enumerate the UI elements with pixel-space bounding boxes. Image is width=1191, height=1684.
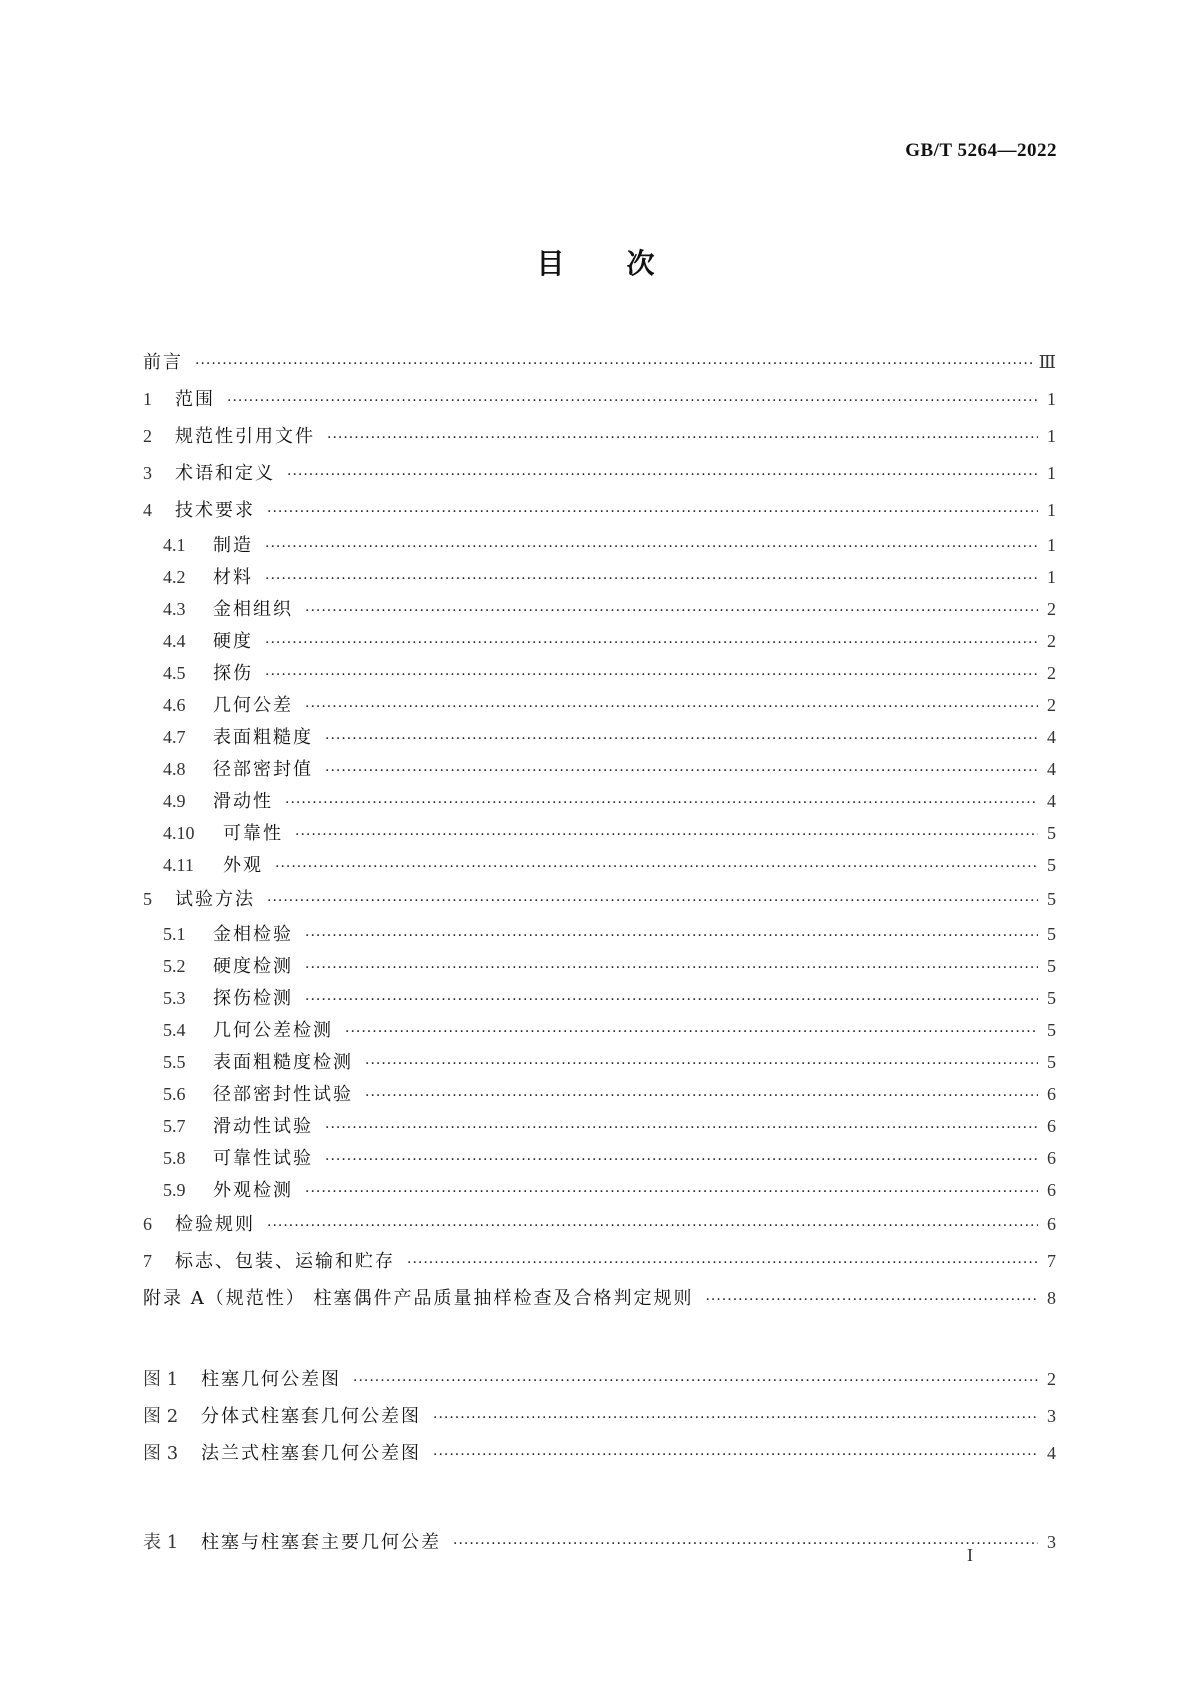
toc-entry-page: 1	[1047, 567, 1056, 587]
toc-entry[interactable]	[143, 1046, 1056, 1078]
toc-entry-label: 制造	[213, 535, 253, 556]
toc-entry-number: 表 1	[143, 1532, 179, 1553]
leader-dots	[453, 1526, 1038, 1563]
leader-dots	[287, 457, 1038, 494]
toc-entry-label: 径部密封值	[213, 759, 313, 780]
toc-entry[interactable]	[143, 1206, 1056, 1243]
toc-entry-label: 硬度检测	[213, 956, 293, 977]
toc-entry[interactable]	[143, 1398, 1056, 1435]
toc-entry-label: 标志、包装、运输和贮存	[175, 1251, 395, 1272]
toc-entry-number: 6	[143, 1214, 152, 1234]
toc-entry-page: 1	[1047, 463, 1056, 483]
toc-entry-number: 4	[143, 500, 152, 520]
leader-dots	[433, 1437, 1038, 1474]
leader-dots	[365, 1080, 1038, 1112]
toc-entry[interactable]	[143, 529, 1056, 561]
toc-entry-number: 4.1	[163, 535, 186, 555]
toc-entry[interactable]	[143, 455, 1056, 492]
toc-entry-page: 2	[1047, 663, 1056, 683]
page-title: 目次	[536, 247, 717, 280]
toc-entry-label: 分体式柱塞套几何公差图	[201, 1406, 421, 1427]
toc-entry-number: 4.9	[163, 791, 186, 811]
toc-entry[interactable]	[143, 1524, 1056, 1561]
leader-dots	[195, 346, 1033, 383]
toc-entry-number: 5.6	[163, 1084, 186, 1104]
toc-entry-number: 图 3	[143, 1443, 179, 1464]
toc-entry[interactable]	[143, 881, 1056, 918]
toc-entry[interactable]	[143, 950, 1056, 982]
toc-entry-label: 探伤检测	[213, 988, 293, 1009]
toc-entry-label: 柱塞几何公差图	[201, 1369, 341, 1390]
toc-entry-label: 前言	[143, 352, 183, 373]
toc-entry-label: 几何公差	[213, 695, 293, 716]
toc-entry-label: 法兰式柱塞套几何公差图	[201, 1443, 421, 1464]
toc-entry-page: 8	[1047, 1288, 1056, 1308]
leader-dots	[407, 1245, 1038, 1282]
table-of-contents	[143, 344, 1056, 1561]
leader-dots	[275, 851, 1038, 883]
toc-entry-page: 6	[1047, 1148, 1056, 1168]
toc-entry-number: 7	[143, 1251, 152, 1271]
leader-dots	[265, 627, 1038, 659]
toc-entry-page: 3	[1047, 1532, 1056, 1552]
toc-entry-number: 图 2	[143, 1406, 179, 1427]
toc-entry-page: 5	[1047, 956, 1056, 976]
leader-dots	[305, 984, 1038, 1016]
toc-entry-number: 4.10	[163, 823, 195, 843]
toc-entry-number: 4.4	[163, 631, 186, 651]
toc-entry[interactable]	[143, 625, 1056, 657]
standard-code: GB/T 5264—2022	[905, 140, 1057, 161]
toc-entry-number: 5.7	[163, 1116, 186, 1136]
toc-entry-label: 可靠性	[223, 823, 283, 844]
toc-entry[interactable]	[143, 689, 1056, 721]
toc-entry-label: 几何公差检测	[213, 1020, 333, 1041]
toc-entry-label: 表面粗糙度检测	[213, 1052, 353, 1073]
toc-entry-page: 4	[1047, 1443, 1056, 1463]
leader-dots	[433, 1400, 1038, 1437]
leader-dots	[285, 787, 1038, 819]
toc-entry-number: 4.8	[163, 759, 186, 779]
leader-dots	[265, 659, 1038, 691]
toc-entry-page: 2	[1047, 1369, 1056, 1389]
toc-entry-number: 5	[143, 889, 152, 909]
toc-entry-label: 外观检测	[213, 1180, 293, 1201]
leader-dots	[365, 1048, 1038, 1080]
toc-entry[interactable]	[143, 1174, 1056, 1206]
toc-entry[interactable]	[143, 1280, 1056, 1317]
toc-entry-label: 可靠性试验	[213, 1148, 313, 1169]
toc-entry[interactable]	[143, 918, 1056, 950]
toc-entry-page: 1	[1047, 389, 1056, 409]
toc-entry-label: 表面粗糙度	[213, 727, 313, 748]
leader-dots	[265, 563, 1038, 595]
toc-entry-label: 金相组织	[213, 599, 293, 620]
toc-entry-page: 4	[1047, 727, 1056, 747]
toc-entry[interactable]	[143, 785, 1056, 817]
toc-entry-page: 5	[1047, 889, 1056, 909]
toc-entry-number: 5.1	[163, 924, 186, 944]
toc-entry[interactable]	[143, 381, 1056, 418]
toc-entry[interactable]	[143, 1014, 1056, 1046]
toc-entry-label: 金相检验	[213, 924, 293, 945]
toc-entry[interactable]	[143, 817, 1056, 849]
toc-entry-number: 4.3	[163, 599, 186, 619]
toc-entry[interactable]	[143, 593, 1056, 625]
toc-entry-number: 5.3	[163, 988, 186, 1008]
toc-entry-page: 6	[1047, 1180, 1056, 1200]
leader-dots	[295, 819, 1038, 851]
toc-entry-label: 检验规则	[175, 1214, 255, 1235]
toc-entry[interactable]	[143, 1243, 1056, 1280]
toc-entry-page: 4	[1047, 759, 1056, 779]
toc-entry-page: 5	[1047, 924, 1056, 944]
toc-entry-label: 滑动性	[213, 791, 273, 812]
toc-entry-label: 柱塞与柱塞套主要几何公差	[201, 1532, 441, 1553]
toc-entry[interactable]	[143, 982, 1056, 1014]
leader-dots	[325, 723, 1038, 755]
toc-entry-page: 7	[1047, 1251, 1056, 1271]
toc-entry[interactable]	[143, 849, 1056, 881]
toc-entry-page: 2	[1047, 631, 1056, 651]
toc-entry-page: 6	[1047, 1214, 1056, 1234]
toc-entry-page: 5	[1047, 988, 1056, 1008]
toc-entry-label: 探伤	[213, 663, 253, 684]
toc-entry-page: 5	[1047, 1052, 1056, 1072]
toc-entry[interactable]	[143, 657, 1056, 689]
toc-entry-page: 1	[1047, 426, 1056, 446]
toc-entry-label: 范围	[175, 389, 215, 410]
toc-entry-page: 4	[1047, 791, 1056, 811]
toc-entry-page: 2	[1047, 695, 1056, 715]
leader-dots	[305, 952, 1038, 984]
toc-entry-number: 4.11	[163, 855, 194, 875]
toc-entry-page: 5	[1047, 823, 1056, 843]
toc-entry-page: 5	[1047, 855, 1056, 875]
leader-dots	[267, 494, 1038, 531]
toc-entry[interactable]	[143, 1142, 1056, 1174]
toc-entry-number: 5.5	[163, 1052, 186, 1072]
leader-dots	[305, 595, 1038, 627]
toc-entry-label: 滑动性试验	[213, 1116, 313, 1137]
leader-dots	[305, 920, 1038, 952]
toc-entry[interactable]	[143, 344, 1056, 381]
toc-entry[interactable]	[143, 1110, 1056, 1142]
toc-entry-label: 规范性引用文件	[175, 426, 315, 447]
leader-dots	[325, 1112, 1038, 1144]
toc-entry-page: 6	[1047, 1084, 1056, 1104]
toc-entry-page: 2	[1047, 599, 1056, 619]
toc-entry-label: 技术要求	[175, 500, 255, 521]
toc-entry-page: 3	[1047, 1406, 1056, 1426]
leader-dots	[325, 755, 1038, 787]
toc-entry-number: 2	[143, 426, 152, 446]
toc-entry-page: 5	[1047, 1020, 1056, 1040]
toc-entry-number: 5.8	[163, 1148, 186, 1168]
toc-entry-label: 试验方法	[175, 889, 255, 910]
leader-dots	[267, 1208, 1038, 1245]
toc-entry-page: Ⅲ	[1038, 352, 1056, 372]
leader-dots	[327, 420, 1038, 457]
leader-dots	[345, 1016, 1038, 1048]
leader-dots	[705, 1282, 1038, 1319]
toc-entry[interactable]	[143, 753, 1056, 785]
toc-entry-number: 5.2	[163, 956, 186, 976]
toc-entry-number: 4.6	[163, 695, 186, 715]
toc-entry-number: 4.5	[163, 663, 186, 683]
leader-dots	[267, 883, 1038, 920]
toc-entry-page: 1	[1047, 500, 1056, 520]
leader-dots	[305, 1176, 1038, 1208]
toc-entry[interactable]	[143, 1361, 1056, 1398]
toc-entry[interactable]	[143, 1435, 1056, 1472]
toc-entry-number: 5.9	[163, 1180, 186, 1200]
toc-entry-page: 6	[1047, 1116, 1056, 1136]
footer-page-number: I	[967, 1545, 973, 1565]
toc-entry-number: 1	[143, 389, 152, 409]
toc-entry-label: 径部密封性试验	[213, 1084, 353, 1105]
toc-entry-number: 5.4	[163, 1020, 186, 1040]
toc-entry-number: 4.7	[163, 727, 186, 747]
toc-entry-label: 附录 A（规范性） 柱塞偶件产品质量抽样检查及合格判定规则	[143, 1288, 694, 1309]
toc-entry[interactable]	[143, 418, 1056, 455]
leader-dots	[353, 1363, 1038, 1400]
leader-dots	[265, 531, 1038, 563]
toc-entry-label: 硬度	[213, 631, 253, 652]
leader-dots	[227, 383, 1038, 420]
toc-entry[interactable]	[143, 561, 1056, 593]
toc-entry-number: 3	[143, 463, 152, 483]
toc-entry-number: 图 1	[143, 1369, 179, 1390]
leader-dots	[305, 691, 1038, 723]
toc-entry-number: 4.2	[163, 567, 186, 587]
toc-entry-label: 材料	[213, 567, 253, 588]
toc-entry-label: 外观	[223, 855, 263, 876]
toc-entry-label: 术语和定义	[175, 463, 275, 484]
toc-entry-page: 1	[1047, 535, 1056, 555]
leader-dots	[325, 1144, 1038, 1176]
toc-entry[interactable]	[143, 1078, 1056, 1110]
toc-entry[interactable]	[143, 492, 1056, 529]
toc-entry[interactable]	[143, 721, 1056, 753]
